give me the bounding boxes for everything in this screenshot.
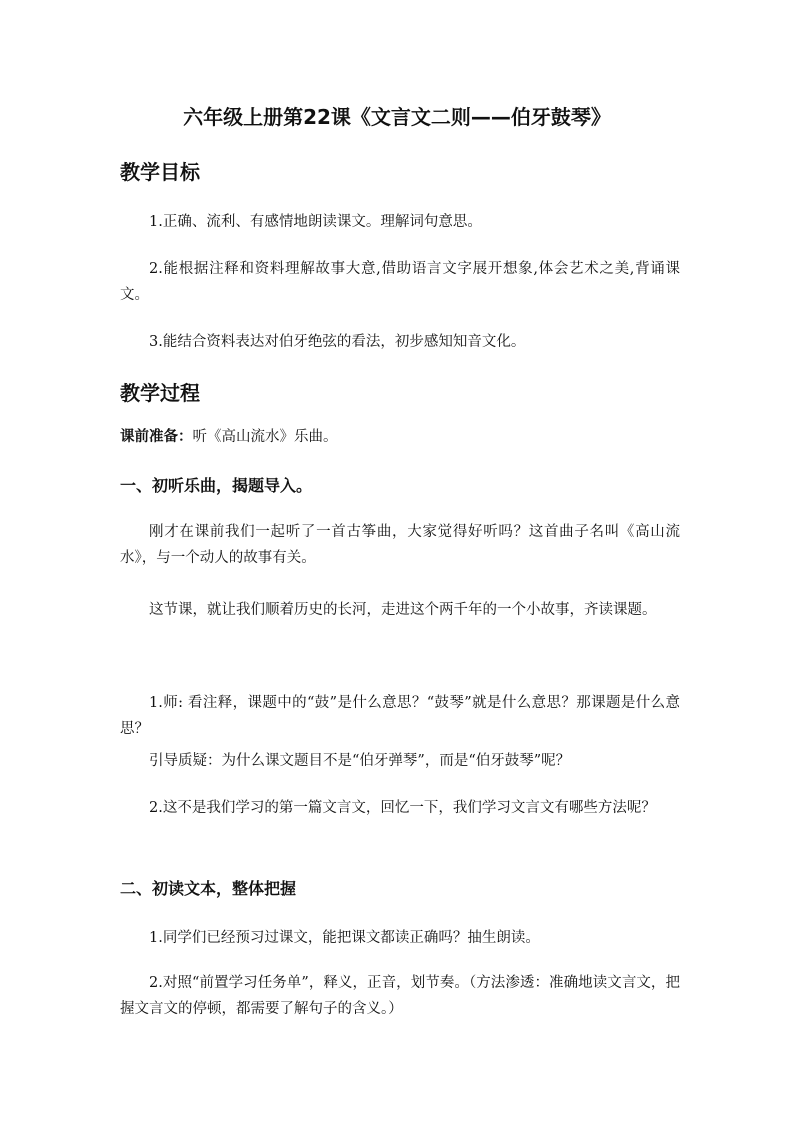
paragraph: 2.这不是我们学习的第一篇文言文，回忆一下，我们学习文言文有哪些方法呢？ xyxy=(149,800,656,816)
subsection-heading-1: 一、初听乐曲，揭题导入。 xyxy=(120,476,313,495)
paragraph: 刚才在课前我们一起听了一首古筝曲，大家觉得好听吗？这首曲子名叫《高山流水》，与一个动人的故事有关。 xyxy=(120,524,680,566)
paragraph: 这节课，就让我们顺着历史的长河，走进这个两千年的一个小故事，齐读课题。 xyxy=(149,602,657,618)
prep-label: 课前准备： xyxy=(120,429,193,445)
document-title: 六年级上册第22课《文言文二则——伯牙鼓琴》 xyxy=(183,105,611,129)
goal-item-3: 3.能结合资料表达对伯牙绝弦的看法，初步感知知音文化。 xyxy=(149,334,526,350)
paragraph: 1.同学们已经预习过课文，能把课文都读正确吗？抽生朗读。 xyxy=(149,930,540,946)
paragraph: 引导质疑：为什么课文题目不是“伯牙弹琴”，而是“伯牙鼓琴”呢？ xyxy=(149,753,571,769)
prep-text: 听《高山流水》乐曲。 xyxy=(192,429,338,445)
subsection-heading-2: 二、初读文本，整体把握 xyxy=(120,879,297,898)
prep-line xyxy=(120,424,680,450)
goal-item-1: 1.正确、流利、有感情地朗读课文。理解词句意思。 xyxy=(149,214,482,230)
section-heading-process: 教学过程 xyxy=(120,381,200,405)
paragraph: 1.师: 看注释，课题中的“鼓”是什么意思？“鼓琴”就是什么意思？那课题是什么意思？ xyxy=(120,695,680,737)
paragraph: 2.对照“前置学习任务单”，释义，正音，划节奏。（方法渗透：准确地读文言文，把握文言文的停顿，都需要了解句子的含义。） xyxy=(120,975,680,1017)
section-heading-goals: 教学目标 xyxy=(120,160,200,184)
goal-item-2: 2.能根据注释和资料理解故事大意,借助语言文字展开想象,体会艺术之美,背诵课文。 xyxy=(120,261,680,303)
